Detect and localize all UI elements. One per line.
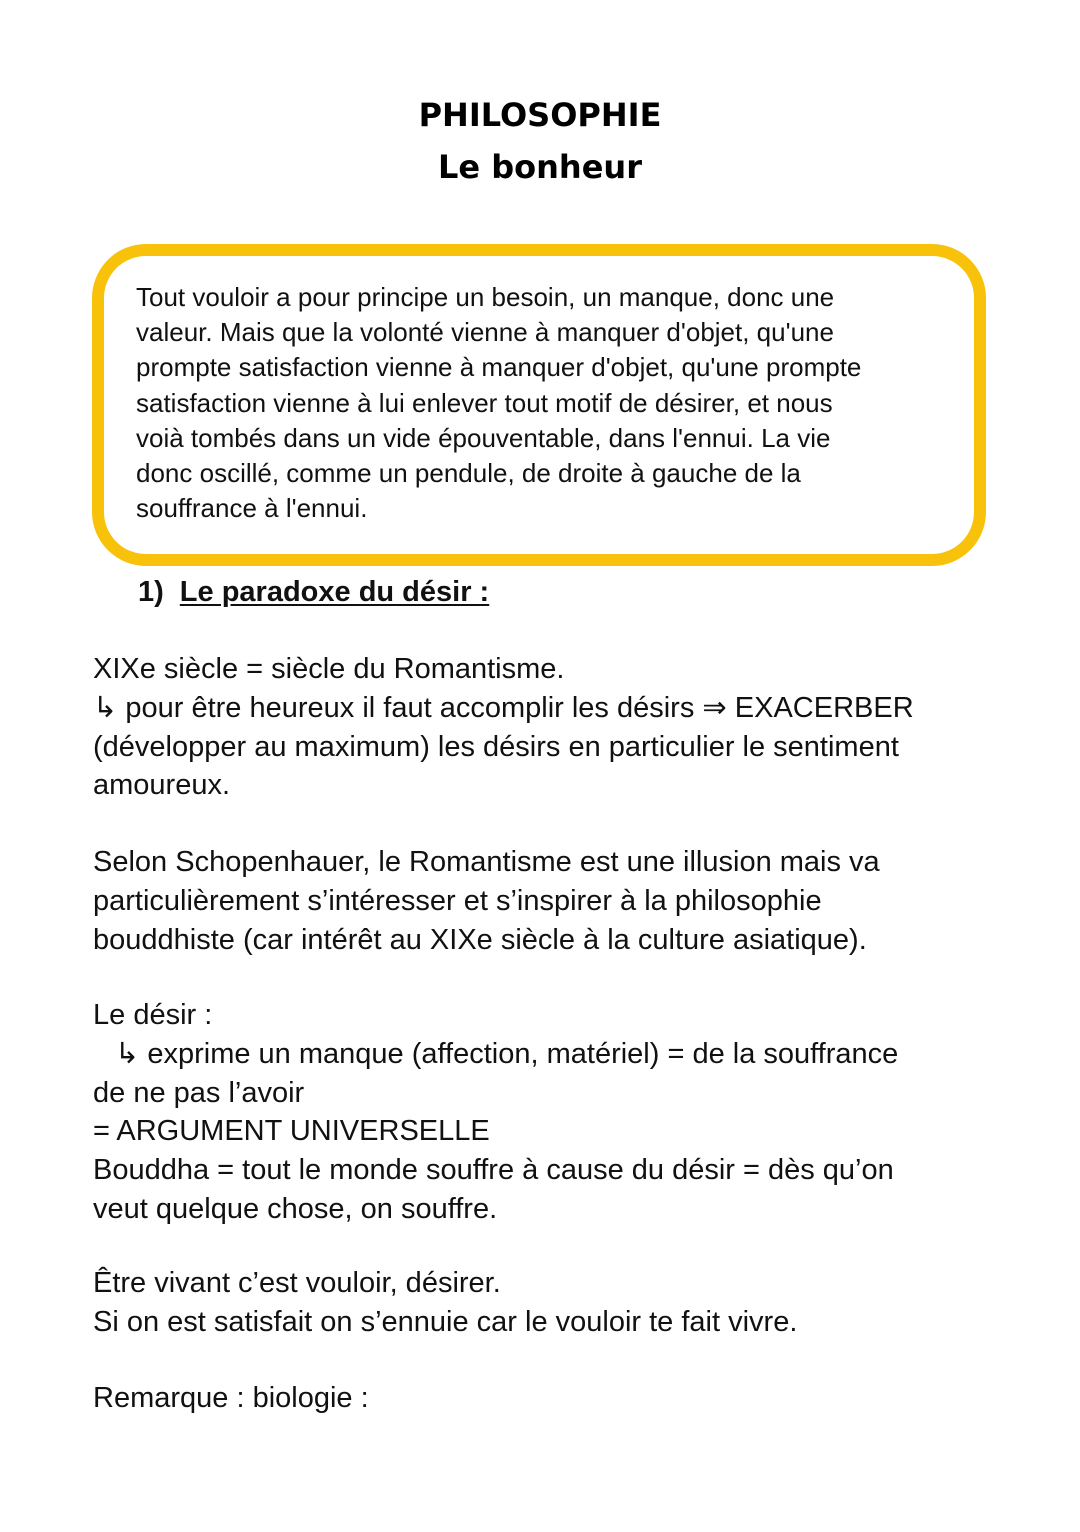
paragraph-schopenhauer [93,843,993,959]
paragraph-remarque [93,1379,993,1418]
paragraph-romantisme [93,650,993,805]
paragraph-desir [93,996,993,1229]
text-line: Remarque : biologie : [93,1382,369,1414]
section-number: 1) [138,576,164,608]
quote-line: prompte satisfaction vienne à manquer d'objet, qu'une prompte [136,352,862,383]
text-line: ↳ pour être heureux il faut accomplir les désirs ⇒ EXACERBER [93,691,914,724]
text-line: Bouddha = tout le monde souffre à cause du désir = dès qu’on [93,1154,894,1187]
text-line: Être vivant c’est vouloir, désirer. [93,1267,501,1299]
text-line: de ne pas l’avoir [93,1076,305,1109]
text-line: amoureux. [93,769,231,802]
quote-line: souffrance à l'ennui. [136,493,368,524]
text-line: bouddhiste (car intérêt au XIXe siècle à la culture asiatique). [93,923,867,956]
text-line: Si on est satisfait on s’ennuie car le vouloir te fait vivre. [93,1305,798,1338]
section-heading [138,574,489,610]
section-heading-label: Le paradoxe du désir : [179,576,490,608]
text-line: (développer au maximum) les désirs en particulier le sentiment [93,730,899,763]
text-line: = ARGUMENT UNIVERSELLE [93,1115,490,1148]
page-title: PHILOSOPHIE [418,96,662,134]
paragraph-etre-vivant [93,1264,993,1342]
text-line: particulièrement s’intéresser et s’inspirer à la philosophie [93,884,822,917]
quote-line: voià tombés dans un vide épouventable, dans l'ennui. La vie [136,422,831,453]
quote-line: Tout vouloir a pour principe un besoin, un manque, donc une [136,282,835,312]
text-line: XIXe siècle = siècle du Romantisme. [93,653,565,685]
text-line: ↳ exprime un manque (affection, matériel) = de la souffrance [115,1037,899,1070]
text-line: Le désir : [93,999,213,1031]
quote-line: satisfaction vienne à lui enlever tout motif de désirer, et nous [136,387,833,418]
quote-line: donc oscillé, comme un pendule, de droite à gauche de la [136,458,801,489]
quote-line: valeur. Mais que la volonté vienne à manquer d'objet, qu'une [136,317,834,348]
text-line: Selon Schopenhauer, le Romantisme est une illusion mais va [93,846,880,878]
quote-text [136,280,956,526]
page-subtitle: Le bonheur [438,148,642,186]
text-line: veut quelque chose, on souffre. [93,1192,498,1225]
